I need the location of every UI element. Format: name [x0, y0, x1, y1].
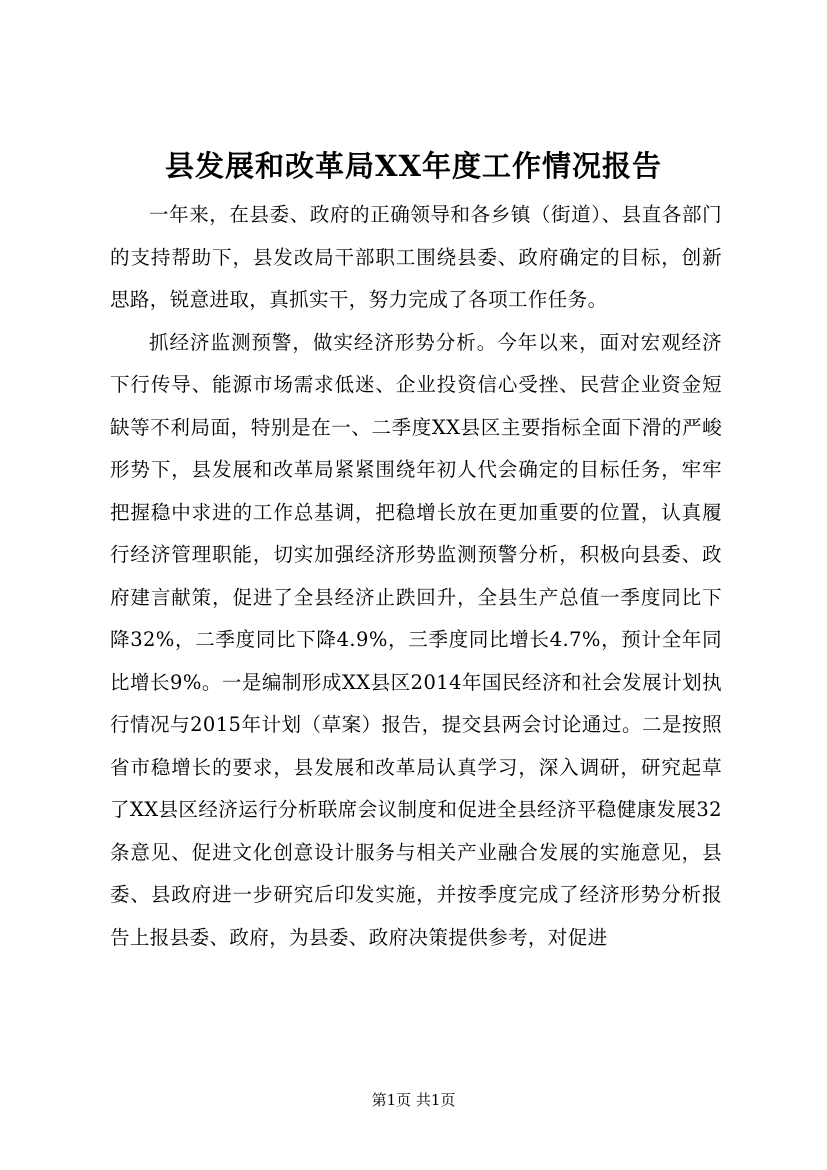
page-footer: 第1页 共1页 [371, 1091, 456, 1109]
document-title: 县发展和改革局XX年度工作情况报告 [164, 149, 662, 183]
paragraph-economic-monitoring: 抓经济监测预警，做实经济形势分析。今年以来，面对宏观经济下行传导、能源市场需求低迷、企业投资信心受挫、民营企业资金短缺等不利局面，特别是在一、二季度XX县区主要指标全面下滑的严峻形势下，县发展和改革局紧紧围绕年初人代会确定的目标任务，牢牢把握稳中求进的工作总基调，把稳增长放在更加重要的位置，认真履行经济管理职能，切实加强经济形势监测预警分析，积极向县委、政府建言献策，促进了全县经济止跌回升，全县生产总值一季度同比下降32%，二季度同比下降4.9%，三季度同比增长4.7%，预计全年同比增长9%。一是编制形成XX县区2014年国民经济和社会发展计划执行情况与2015年计划（草案）报告，提交县两会讨论通过。二是按照省市稳增长的要求，县发展和改革局认真学习，深入调研，研究起草了XX县区经济运行分析联席会议制度和促进全县经济平稳健康发展32条意见、促进文化创意设计服务与相关产业融合发展的实施意见，县委、县政府进一步研究后印发实施，并按季度完成了经济形势分析报告上报县委、政府，为县委、政府决策提供参考，对促进 [110, 330, 722, 949]
paragraph-intro: 一年来，在县委、政府的正确领导和各乡镇（街道）、县直各部门的支持帮助下，县发改局干部职工围绕县委、政府确定的目标，创新思路，锐意进取，真抓实干，努力完成了各项工作任务。 [110, 203, 722, 311]
document-body [110, 194, 722, 959]
